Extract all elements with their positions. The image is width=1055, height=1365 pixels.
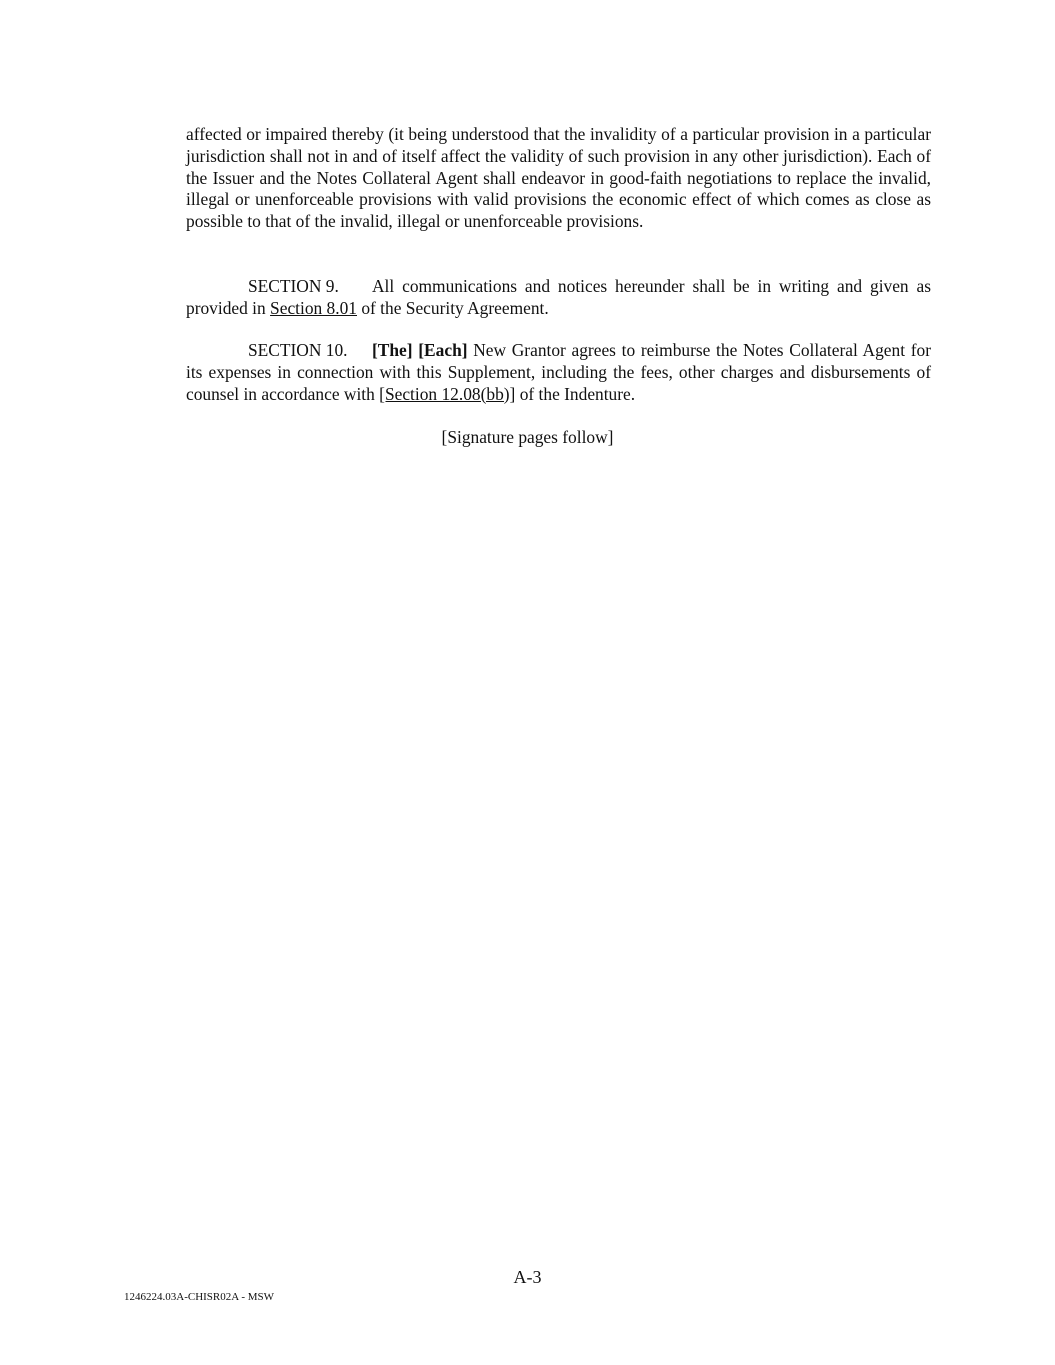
paragraph-severability <box>186 124 931 233</box>
document-id: 1246224.03A-CHISR02A - MSW <box>124 1291 275 1303</box>
section-10-text-end: of the Indenture. <box>515 383 636 404</box>
section-9-label: SECTION 9. <box>248 276 339 296</box>
section-10-label: SECTION 10. <box>248 340 348 360</box>
signature-pages-note: [Signature pages follow] <box>441 427 614 447</box>
section-8-01-reference: Section 8.01 <box>270 297 357 318</box>
section-9-text-end: of the Security Agreement. <box>357 297 549 318</box>
section-9-paragraph <box>186 276 931 320</box>
bracket-each: [Each] <box>418 340 468 360</box>
section-10-paragraph <box>186 340 931 405</box>
paragraph-text: affected or impaired thereby (it being understood that the invalidity of a particular provision in a particular jurisdiction shall not in and of itself affect the validity of such provision in any other jurisdiction). Each of the Issuer and the Notes Collateral Agent shall endeavor in good-faith negotiations to replace the invalid, illegal or unenforceable provisions with valid provisions the economic effect of which comes as close as possible to that of the invalid, illegal or unenforceable provisions. <box>186 124 931 232</box>
section-9-text: All communications and notices hereunder shall be in writing and given as provided in <box>186 276 931 318</box>
section-12-08-reference: [Section 12.08(bb)] <box>379 383 516 404</box>
bracket-the: [The] <box>372 340 413 360</box>
page-number: A-3 <box>513 1267 542 1287</box>
section-10-text: New Grantor agrees to reimburse the Notes Collateral Agent for its expenses in connection with this Supplement, including the fees, other charges and disbursements of counsel in accordance with <box>186 340 931 404</box>
